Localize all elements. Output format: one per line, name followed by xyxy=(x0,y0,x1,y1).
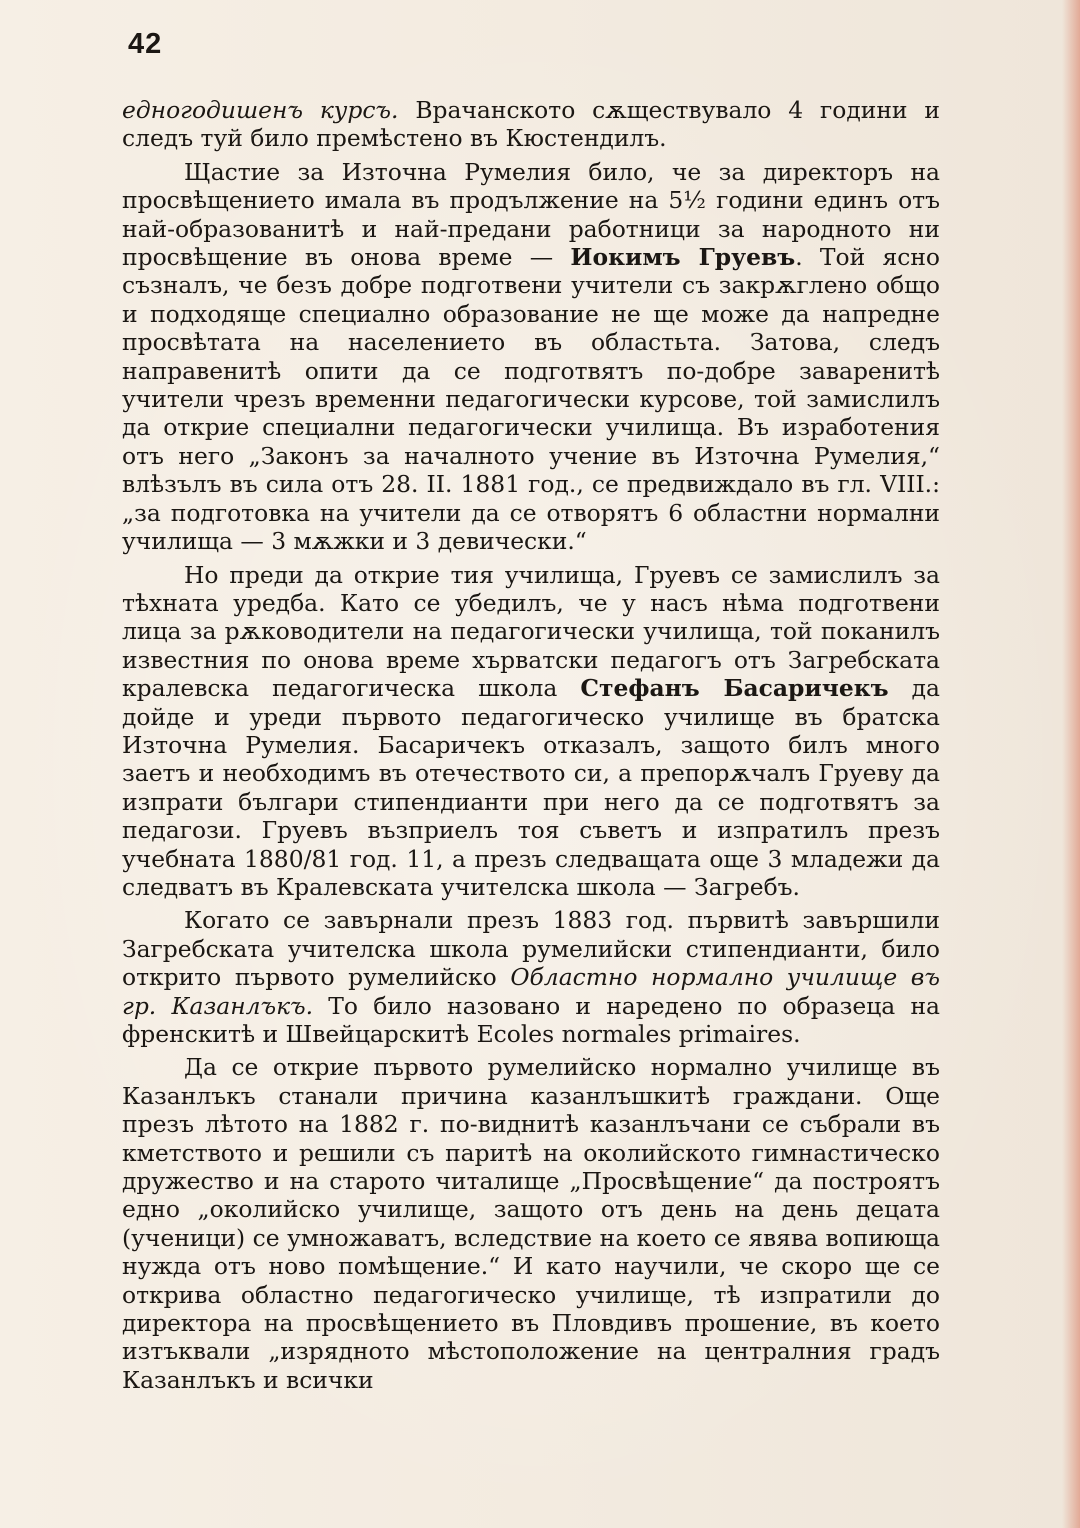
body-text xyxy=(122,96,940,1399)
paragraph-3 xyxy=(122,561,940,902)
paragraph-text: Щастие за Източна Румелия било, че за директоръ на просвѣщението имала въ продължение на 5½ години единъ отъ най-образованитѣ и най-предани работници за народното ни просвѣщение въ онова време — xyxy=(122,157,940,272)
paragraph-text: Когато се завърнали презъ 1883 год. първитѣ завършили Загребската учителска школа румелийски стипендианти, било открито първото румелийско xyxy=(122,906,940,992)
paragraph-text: . Той ясно съзналъ, че безъ добре подготвени учители съ закрѫглено общо и подходяще специално образование не ще може да напредне просвѣтата на населението въ областьта. Затова, следъ направенитѣ опити да се подготвятъ по-добре заваренитѣ учители чрезъ временни педагогически курсове, той замислилъ да открие специални педагогически училища. Въ изработения отъ него „Законъ за началното учение въ Източна Румелия,“ влѣзълъ въ сила отъ 28. II. 1881 год., се предвиждало въ гл. VIII.: „за подготовка на учители да се отворятъ 6 областни нормални училища — 3 мѫжки и 3 девически.“ xyxy=(122,243,941,556)
paragraph-text: да дойде и уреди първото педагогическо училище въ братска Източна Румелия. Басаричекъ отказалъ, защото билъ много заетъ и необходимъ въ отечеството си, а препорѫчалъ Груеву да изпрати българи стипендианти при него да се подготвятъ за педагози. Груевъ възприелъ тоя съветъ и изпратилъ презъ учебната 1880/81 год. 11, а презъ следващата още 3 младежи да следватъ въ Кралевската учителска школа — Загребъ. xyxy=(122,674,940,901)
page-number: 42 xyxy=(128,28,163,60)
paragraph-text: То било назовано и наредено по образеца на френскитѣ и Швейцарскитѣ Ecoles normales primaires. xyxy=(122,991,940,1048)
bold-name-basaricek: Стефанъ Басаричекъ xyxy=(580,674,889,703)
italic-school-name: Областно нормално училище въ гр. Казанлъкъ. xyxy=(122,963,940,1020)
paragraph-5 xyxy=(122,1053,940,1394)
paragraph-1 xyxy=(122,96,940,153)
italic-lead: едногодишенъ курсъ. xyxy=(122,96,399,124)
paragraph-text: Врачанското сѫществувало 4 години и следъ туй било премѣстено въ Кюстендилъ. xyxy=(122,96,940,153)
bold-name-gruev: Иокимъ Груевъ xyxy=(570,243,796,272)
paragraph-text: Да се открие първото румелийско нормално училище въ Казанлъкъ станали причина казанлъшкитѣ граждани. Още презъ лѣтото на 1882 г. по-виднитѣ казанлъчани се събрали въ кметството и решили съ паритѣ на околийското гимнастическо дружество и на старото читалище „Просвѣщение“ да построятъ едно „околийско училище, защото отъ день на день децата (ученици) се умножаватъ, вследствие на което се явява вопиюща нужда отъ ново помѣщение.“ И като научили, че скоро ще се открива областно педагогическо училище, тѣ изпратили до директора на просвѣщението въ Пловдивъ прошение, въ което изтъквали „изрядното мѣстоположение на централния градъ Казанлъкъ и всички xyxy=(122,1053,940,1394)
paragraph-2 xyxy=(122,158,940,556)
paragraph-4 xyxy=(122,906,940,1048)
paragraph-text: Но преди да открие тия училища, Груевъ се замислилъ за тѣхната уредба. Като се убедилъ, че у насъ нѣма подготвени лица за рѫководители на педагогически училища, той поканилъ известния по онова време хърватски педагогъ отъ Загребската кралевска педагогическа школа xyxy=(122,560,940,703)
